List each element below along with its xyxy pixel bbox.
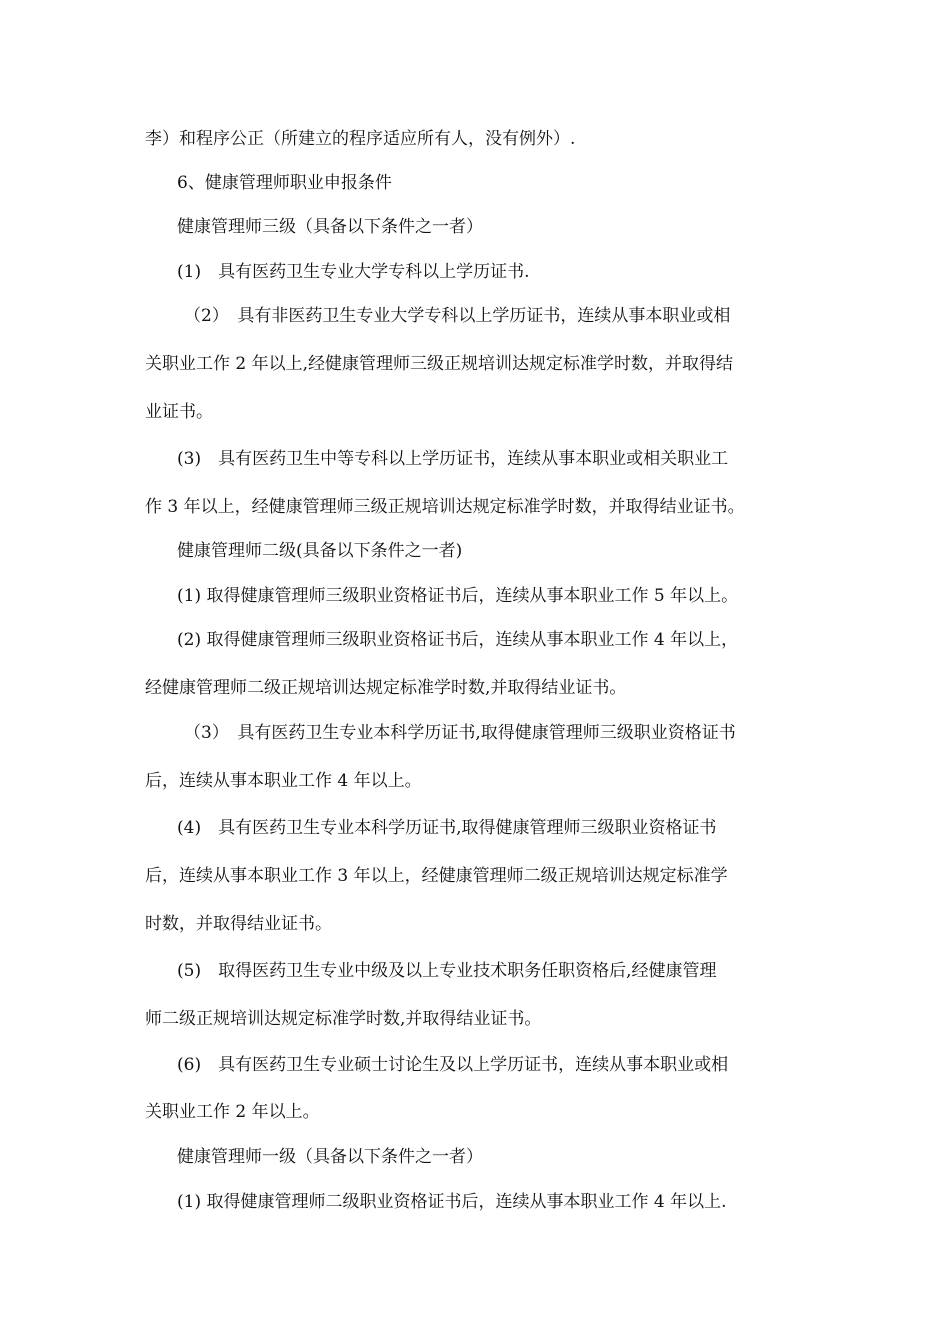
level-heading: 健康管理师二级(具备以下条件之一者) — [177, 541, 463, 561]
paragraph-line: （2） 具有非医药卫生专业大学专科以上学历证书，连续从事本职业或相 — [184, 306, 731, 326]
paragraph-line: (1) 具有医药卫生专业大学专科以上学历证书. — [177, 262, 530, 282]
paragraph-line: (1) 取得健康管理师三级职业资格证书后，连续从事本职业工作 5 年以上。 — [177, 586, 739, 606]
paragraph-line: 后，连续从事本职业工作 3 年以上，经健康管理师二级正规培训达规定标准学 — [145, 866, 728, 886]
paragraph-line: 后，连续从事本职业工作 4 年以上。 — [145, 771, 422, 791]
paragraph-line: 关职业工作 2 年以上。 — [145, 1102, 320, 1122]
paragraph-line: (2) 取得健康管理师三级职业资格证书后，连续从事本职业工作 4 年以上， — [177, 630, 739, 650]
paragraph-line: (3) 具有医药卫生中等专科以上学历证书，连续从事本职业或相关职业工 — [177, 449, 729, 469]
section-heading: 6、健康管理师职业申报条件 — [177, 173, 392, 193]
paragraph-line: (4) 具有医药卫生专业本科学历证书,取得健康管理师三级职业资格证书 — [177, 818, 717, 838]
paragraph-line: (1) 取得健康管理师二级职业资格证书后，连续从事本职业工作 4 年以上. — [177, 1192, 727, 1212]
paragraph-line: （3） 具有医药卫生专业本科学历证书,取得健康管理师三级职业资格证书 — [184, 723, 736, 743]
paragraph-line: (6) 具有医药卫生专业硕士讨论生及以上学历证书，连续从事本职业或相 — [177, 1055, 729, 1075]
paragraph-line: 业证书。 — [145, 402, 213, 422]
paragraph-line: 时数，并取得结业证书。 — [145, 914, 332, 934]
paragraph-line: 作 3 年以上，经健康管理师三级正规培训达规定标准学时数，并取得结业证书。 — [145, 497, 745, 517]
level-heading: 健康管理师一级（具备以下条件之一者） — [177, 1147, 483, 1167]
paragraph-line: 关职业工作 2 年以上,经健康管理师三级正规培训达规定标准学时数，并取得结 — [145, 354, 734, 374]
paragraph-line: 师二级正规培训达规定标准学时数,并取得结业证书。 — [145, 1009, 542, 1029]
paragraph-line: 李）和程序公正（所建立的程序适应所有人，没有例外）. — [145, 129, 576, 149]
paragraph-line: 经健康管理师二级正规培训达规定标准学时数,并取得结业证书。 — [145, 678, 627, 698]
level-heading: 健康管理师三级（具备以下条件之一者） — [177, 217, 483, 237]
paragraph-line: (5) 取得医药卫生专业中级及以上专业技术职务任职资格后,经健康管理 — [177, 961, 717, 981]
